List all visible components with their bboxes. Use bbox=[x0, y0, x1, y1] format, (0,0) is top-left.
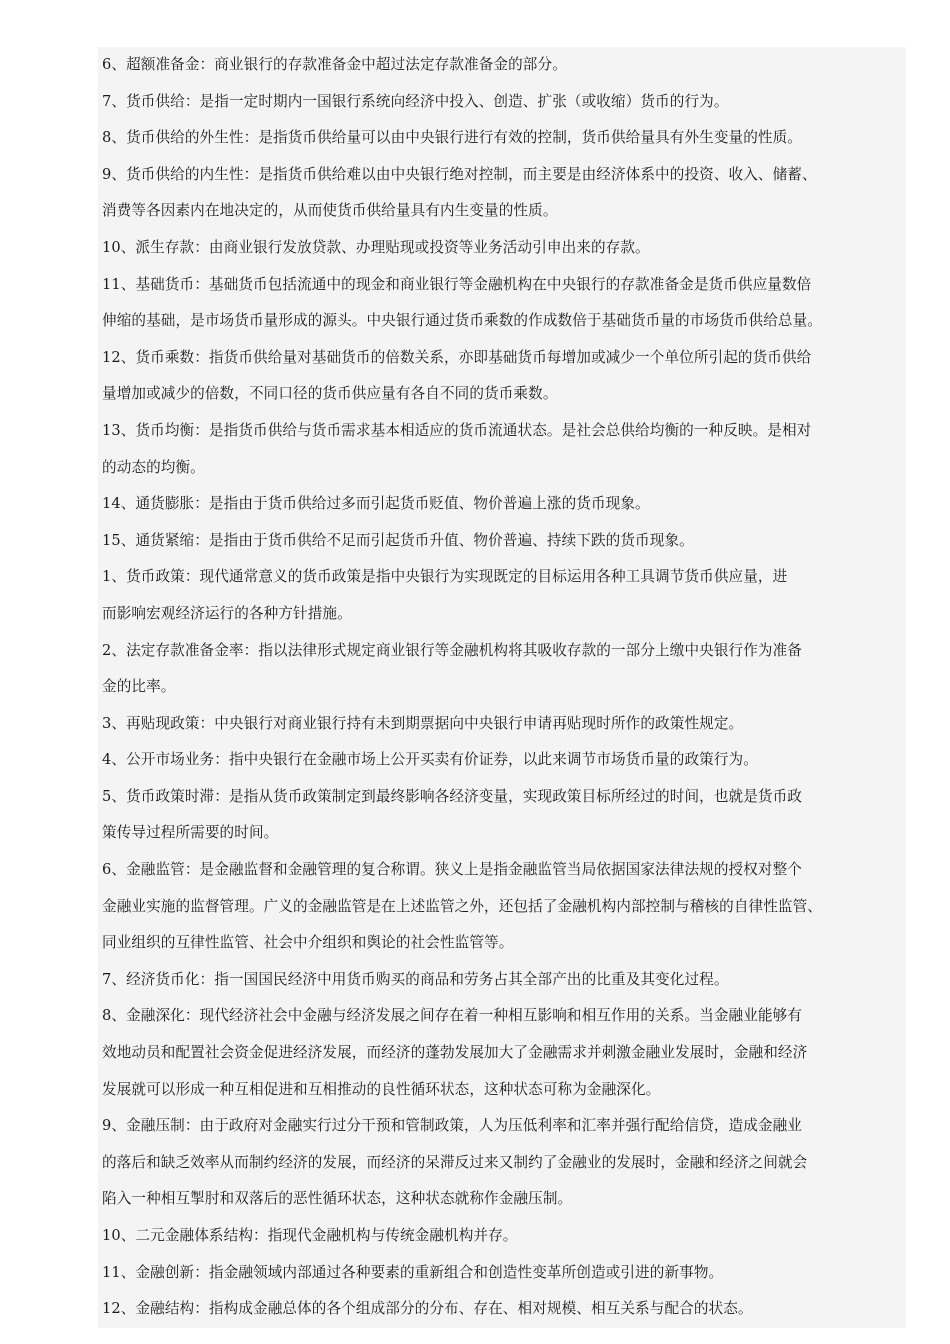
text-line: 消费等各因素内在地决定的，从而使货币供给量具有内生变量的性质。 bbox=[102, 202, 558, 220]
text-line: 的动态的均衡。 bbox=[102, 458, 205, 476]
text-line: 9、金融压制：由于政府对金融实行过分干预和管制政策，人为压低利率和汇率并强行配给信贷，造成金融业 bbox=[102, 1117, 802, 1135]
text-line: 1、货币政策：现代通常意义的货币政策是指中央银行为实现既定的目标运用各种工具调节货币供应量，进 bbox=[102, 568, 788, 586]
text-line: 2、法定存款准备金率：指以法律形式规定商业银行等金融机构将其吸收存款的一部分上缴中央银行作为准备 bbox=[102, 641, 802, 659]
text-line: 量增加或减少的倍数，不同口径的货币供应量有各自不同的货币乘数。 bbox=[102, 385, 558, 403]
text-line: 而影响宏观经济运行的各种方针措施。 bbox=[102, 604, 352, 622]
text-line: 11、金融创新：指金融领域内部通过各种要素的重新组合和创造性变革所创造或引进的新事物。 bbox=[102, 1263, 724, 1281]
text-line: 金融业实施的监督管理。广义的金融监管是在上述监管之外，还包括了金融机构内部控制与稽核的自律性监管、 bbox=[102, 897, 822, 915]
text-line: 6、金融监管：是金融监督和金融管理的复合称谓。狭义上是指金融监管当局依据国家法律法规的授权对整个 bbox=[102, 861, 802, 879]
text-line: 14、通货膨胀：是指由于货币供给过多而引起货币贬值、物价普遍上涨的货币现象。 bbox=[102, 495, 650, 513]
text-line: 6、超额准备金：商业银行的存款准备金中超过法定存款准备金的部分。 bbox=[102, 56, 567, 73]
text-line: 15、通货紧缩：是指由于货币供给不足而引起货币升值、物价普遍、持续下跌的货币现象。 bbox=[102, 531, 694, 549]
text-line: 10、二元金融体系结构：指现代金融机构与传统金融机构并存。 bbox=[102, 1227, 518, 1244]
text-line: 3、再贴现政策：中央银行对商业银行持有未到期票据向中央银行申请再贴现时所作的政策性规定。 bbox=[102, 714, 744, 732]
text-line: 7、货币供给：是指一定时期内一国银行系统向经济中投入、创造、扩张（或收缩）货币的行为。 bbox=[102, 92, 729, 110]
text-line: 12、金融结构：指构成金融总体的各个组成部分的分布、存在、相对规模、相互关系与配合的状态。 bbox=[102, 1300, 753, 1318]
text-line: 金的比率。 bbox=[102, 678, 176, 696]
text-line: 12、货币乘数：指货币供给量对基础货币的倍数关系，亦即基础货币每增加或减少一个单位所引起的货币供给 bbox=[102, 348, 812, 366]
text-line: 8、货币供给的外生性：是指货币供给量可以由中央银行进行有效的控制，货币供给量具有外生变量的性质。 bbox=[102, 129, 802, 147]
text-line: 8、金融深化：现代经济社会中金融与经济发展之间存在着一种相互影响和相互作用的关系。当金融业能够有 bbox=[102, 1007, 802, 1025]
text-line: 发展就可以形成一种互相促进和互相推动的良性循环状态，这种状态可称为金融深化。 bbox=[102, 1080, 661, 1098]
text-line: 5、货币政策时滞：是指从货币政策制定到最终影响各经济变量，实现政策目标所经过的时间，也就是货币政 bbox=[102, 787, 802, 805]
text-line: 的落后和缺乏效率从而制约经济的发展，而经济的呆滞反过来又制约了金融业的发展时，金融和经济之间就会 bbox=[102, 1153, 808, 1171]
text-line: 陷入一种相互掣肘和双落后的恶性循环状态，这种状态就称作金融压制。 bbox=[102, 1190, 573, 1208]
text-line: 效地动员和配置社会资金促进经济发展，而经济的蓬勃发展加大了金融需求并刺激金融业发展时，金融和经济 bbox=[102, 1044, 808, 1062]
text-line: 9、货币供给的内生性：是指货币供给难以由中央银行绝对控制，而主要是由经济体系中的投资、收入、储蓄、 bbox=[102, 165, 817, 183]
text-line: 伸缩的基础，是市场货币量形成的源头。中央银行通过货币乘数的作成数倍于基础货币量的市场货币供给总量。 bbox=[102, 312, 822, 330]
text-line: 7、经济货币化：指一国国民经济中用货币购买的商品和劳务占其全部产出的比重及其变化过程。 bbox=[102, 970, 729, 988]
text-line: 10、派生存款：由商业银行发放贷款、办理贴现或投资等业务活动引申出来的存款。 bbox=[102, 238, 650, 256]
text-line: 11、基础货币：基础货币包括流通中的现金和商业银行等金融机构在中央银行的存款准备金是货币供应量数倍 bbox=[102, 275, 812, 293]
text-line: 策传导过程所需要的时间。 bbox=[102, 824, 279, 842]
text-line: 4、公开市场业务：指中央银行在金融市场上公开买卖有价证券，以此来调节市场货币量的政策行为。 bbox=[102, 751, 758, 769]
text-line: 13、货币均衡：是指货币供给与货币需求基本相适应的货币流通状态。是社会总供给均衡的一种反映。是相对 bbox=[102, 421, 812, 439]
document-page bbox=[98, 47, 906, 1328]
text-line: 同业组织的互律性监管、社会中介组织和舆论的社会性监管等。 bbox=[102, 934, 514, 952]
